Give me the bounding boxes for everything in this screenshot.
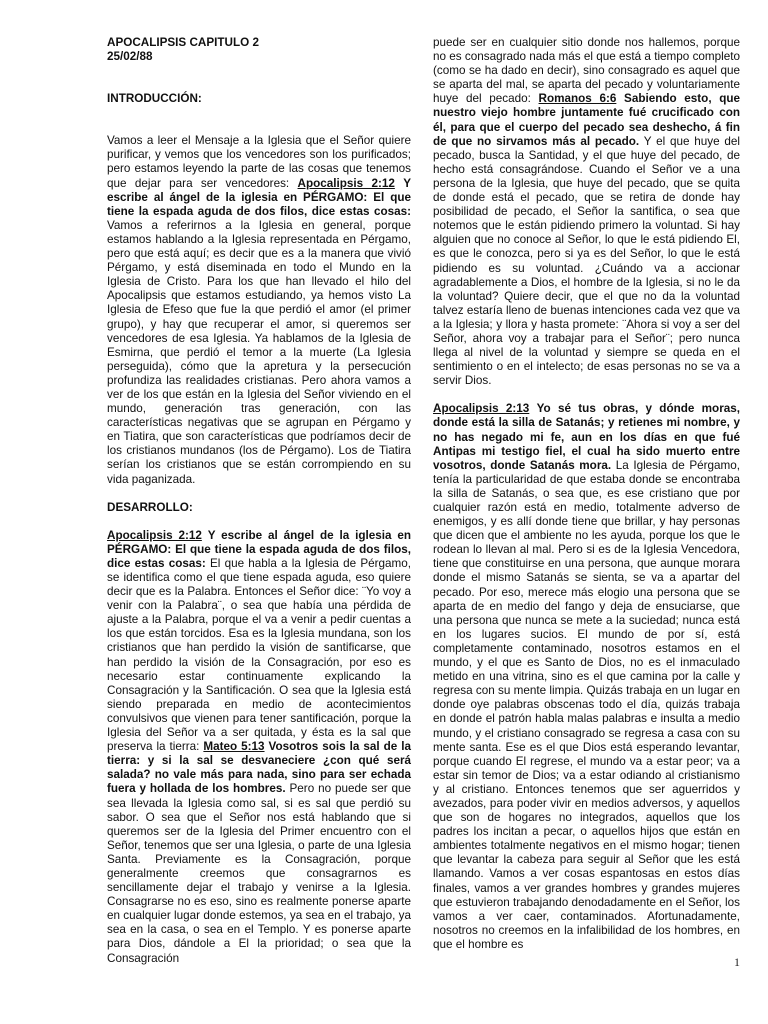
- intro-scripture-quote: Y escribe al ángel de la iglesia en PÉRGAMO: El que tiene la espada aguda de dos filos, dice estas cosas:: [107, 176, 411, 218]
- intro-text: Vamos a leer el Mensaje a la Iglesia que el Señor quiere purificar, y vemos que los vencedores son los purificados; pero estamos leyendo la parte de las cosas que tenemos que dejar para ser vencedores:: [107, 134, 411, 190]
- right-paragraph-2: [433, 402, 740, 952]
- document-date: 25/02/88: [107, 50, 153, 64]
- development-paragraph: [107, 529, 411, 966]
- right-text-2: Y el que huye del pecado, busca la Santidad, y el que huye del pecado, de hecho está consagrándose. Cuando el Señor ve a una persona de la Iglesia, que huye del pecado, que se quita de donde está el pecado, que se retira de donde hay posibilidad de pecado, el Señor la santifica, o sea que notemos que le están pidiendo primero la voluntad. Si hay alguien que no conoce al Señor, lo que le está pidiendo El, es que le conozca, pero si ya es del Señor, lo que le está pidiendo es su voluntad. ¿Cuándo va a accionar agradablemente a Dios, el hombre de la Iglesia, si no le da la voluntad? Quiere decir, que el que no da la voluntad talvez estaría lleno de buenas intenciones cada vez que va a la Iglesia; y llora y hasta promete: ¨Ahora si voy a ser del Señor, ahora voy a trabajar para el Señor¨; pero nunca llega al nivel de la voluntad y siempre se queda en el sentimiento o en el intelecto; de esas personas no se va a servir Dios.: [433, 134, 740, 388]
- right-paragraph-1: [433, 36, 740, 388]
- right-scripture-quote-1: Sabiendo esto, que nuestro viejo hombre juntamente fué crucificado con él, para que el cuerpo del pecado sea deshecho, á fin de que no sirvamos más al pecado.: [433, 92, 741, 148]
- dev-scripture-ref-2: Mateo 5:13: [203, 740, 265, 754]
- dev-scripture-ref: Apocalipsis 2:12: [107, 528, 202, 542]
- intro-heading: INTRODUCCIÓN:: [107, 92, 202, 106]
- dev-text-continued: Pero no puede ser que sea llevada la Iglesia como sal, si es sal que perdió su sabor. O sea que el Señor nos está hablando que si queremos ser de la Iglesia del Primer encuentro con el Señor, tenemos que ser una Iglesia, o parte de una Iglesia Santa. Previamente es la Consagración, porque generalmente creemos que consagrarnos es sencillamente dejar el trabajo y venirse a la Iglesia. Consagrarse no es eso, sino es realmente ponerse aparte en cualquier lugar donde estemos, ya sea en el trabajo, ya sea en la casa, o sea en el Templo. Y es ponerse aparte para Dios, dándole a El la prioridad; o sea que la Consagración: [107, 782, 411, 965]
- intro-paragraph: [107, 134, 411, 486]
- document-title: APOCALIPSIS CAPITULO 2: [107, 36, 259, 49]
- right-scripture-quote-2: Yo sé tus obras, y dónde moras, donde está la silla de Satanás; y retienes mi nombre, y no has negado mi fe, aun en los días en que fué Antipas mi testigo fiel, el cual ha sido muerto entre vosotros, donde Satanás mora.: [433, 402, 740, 472]
- right-column: [433, 36, 740, 952]
- right-scripture-ref-1: Romanos 6:6: [538, 92, 617, 106]
- dev-scripture-quote: Y escribe al ángel de la iglesia en PÉRGAMO: El que tiene la espada aguda de dos filos, dice estas cosas:: [107, 528, 411, 570]
- right-text-3: La Iglesia de Pérgamo, tenía la particularidad de que estaba donde se encontraba la silla de Satanás, o sea que, es ese cristiano que por cualquier razón está en medio, totalmente adverso de enemigos, y es allí donde tiene que brillar, y hay personas que dicen que el ambiente no les ayuda, porque los que le rodean lo llevan al mal. Pero si es de la Iglesia Vencedora, tiene que constituirse en una persona, que aunque morara donde el mismo Satanás se sienta, se va a apartar del pecado. Por eso, merece más elogio una persona que se aparta de en medio del fango y deja de ensuciarse, que una persona que nunca se mete a la suciedad; nunca está en los lugares sucios. El mundo de por sí, está completamente contaminado, nosotros estamos en el mundo, y el que es Santo de Dios, no es el inmaculado metido en una vitrina, sino es el que camina por la calle y regresa con su mente limpia. Quizás trabaja en un lugar en donde oye palabras obscenas todo el día, quizás trabaja en donde el patrón habla malas palabras e insulta a medio mundo, y el cristiano consagrado se regresa a casa con su mente santa. Ese es el que Dios está esperando levantar, porque cuando El regrese, el mundo va a estar peor; va a estar sin temor de Dios; va a estar odiando al cristianismo y al cristiano. Entonces tenemos que ser aguerridos y avezados, para poder vivir en medios adversos, y aquellos que son de hogares no integrados, aquellos que los padres los incitan a pecar, o aquellos hijos que están en ambientes totalmente negativos en el mismo hogar; tienen que levantar la cabeza para seguir al Señor que les está llamando. Vamos a ver cosas espantosas en estos días finales, vamos a ver grandes hombres y grandes mujeres que estuvieron trabajando denodadamente en el Señor, los vamos a ver caer, contaminados. Afortunadamente, nosotros no creemos en la infalibilidad de los hombres, en que el hombre es: [433, 458, 740, 951]
- right-scripture-ref-2: Apocalipsis 2:13: [433, 402, 530, 416]
- page-number: 1: [734, 955, 740, 969]
- intro-text-continued: Vamos a referirnos a la Iglesia en general, porque estamos hablando a la Iglesia representada en Pérgamo, pero que está aquí; es decir que es a la manera que vivió Pérgamo, y está diseminada en todo el Mundo en la Iglesia de Cristo. Para los que han llevado el hilo del Apocalipsis que estamos estudiando, ya hemos visto La Iglesia de Efeso que fue la que perdió el amor (el primer grupo), y hay que recuperar el amor, si queremos ser vencedores de esa Iglesia. Ya hablamos de la Iglesia de Esmirna, que perdió el temor a la muerte (La Iglesia perseguida), cómo que la apretura y la persecución profundiza las realidades cristianas. Pero ahora vamos a ver de los que están en la Iglesia del Señor viviendo en el mundo, generación tras generación, con las características negativas que se agrupan en Pérgamo y en Tiatira, que son características que podríamos decir de los cristianos mundanos (los de Pérgamo). Los de Tiatira serían los cristianos que se están corrompiendo en su vida paganizada.: [107, 218, 411, 486]
- right-text-1: puede ser en cualquier sitio donde nos hallemos, porque no es consagrado nada más el que está a tiempo completo (como se ha dado en decir), sino consagrado es aquel que se aparta del mal, se aparta del pecado y voluntariamente huye del pecado:: [433, 36, 740, 106]
- development-heading: DESARROLLO:: [107, 500, 193, 514]
- intro-scripture-ref: Apocalipsis 2:12: [297, 176, 395, 190]
- left-column: [107, 36, 411, 966]
- dev-scripture-quote-2: Vosotros sois la sal de la tierra: y si la sal se desvaneciere ¿con qué será salada? no vale más para nada, sino para ser echada fuera y hollada de los hombres.: [107, 740, 411, 796]
- dev-text: El que habla a la Iglesia de Pérgamo, se identifica como el que tiene espada aguda, eso quiere decir que es la Palabra. Entonces el Señor dice: ¨Yo voy a venir con la Palabra¨, o sea que había una pérdida de ajuste a la Palabra, porque el va a venir a pedir cuentas a los que están torcidos. Esa es la Iglesia mundana, son los cristianos que han perdido la visión de santificarse, que han perdido la visión de la Consagración, por eso es necesario estar continuamente explicando la Consagración y la Santificación. O sea que la Iglesia está siendo preparada en medio de acontecimientos convulsivos que vienen para tener santificación, porque la Iglesia del Señor va a ser quitada, y ésta es la sal que preserva la tierra:: [107, 556, 411, 754]
